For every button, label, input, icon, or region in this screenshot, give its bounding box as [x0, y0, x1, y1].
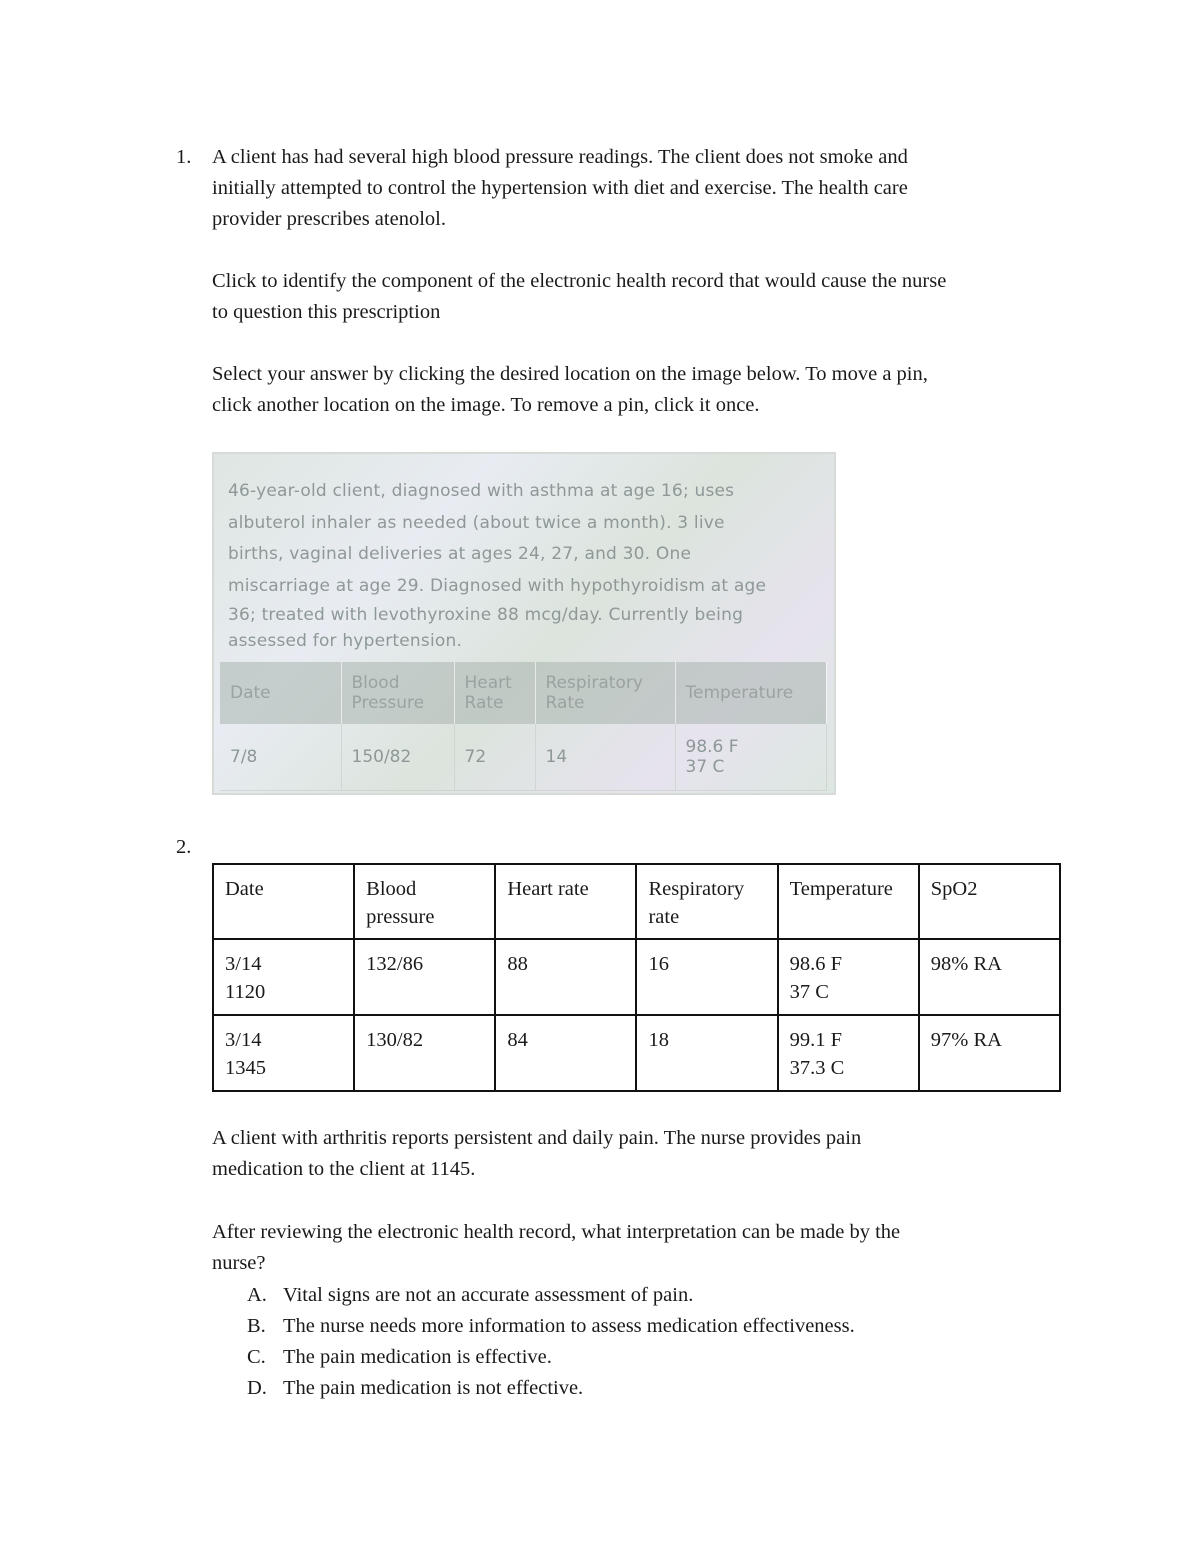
option-letter: C. [247, 1346, 266, 1368]
option-c[interactable] [247, 1342, 1067, 1373]
cell-date-time: 3/14 1345 [213, 1015, 354, 1091]
cell-temperature: 99.1 F 37.3 C [778, 1015, 919, 1091]
stem-line: initially attempted to control the hypertension with diet and exercise. The health care [212, 177, 908, 199]
ehr-header-blood-pressure[interactable]: Blood Pressure [341, 662, 454, 724]
cell-spo2: 98% RA [919, 939, 1060, 1015]
ehr-cell-heart-rate[interactable]: 72 [454, 724, 535, 790]
cell-blood-pressure: 130/82 [354, 1015, 495, 1091]
ehr-header-temperature[interactable]: Temperature [675, 662, 826, 724]
option-text: The nurse needs more information to assess medication effectiveness. [283, 1315, 855, 1337]
stem-line: medication to the client at 1145. [212, 1158, 476, 1180]
ehr-cell-respiratory-rate[interactable]: 14 [535, 724, 675, 790]
question-1-number: 1. [176, 146, 192, 168]
option-d[interactable] [247, 1373, 1067, 1404]
vital-signs-table [212, 863, 1061, 1092]
header-temperature: Temperature [778, 864, 919, 939]
cell-spo2: 97% RA [919, 1015, 1060, 1091]
ehr-data-row [220, 724, 826, 790]
option-letter: D. [247, 1377, 267, 1399]
instruction-line: Click to identify the component of the electronic health record that would cause the nurse [212, 270, 947, 292]
ehr-cell-date[interactable]: 7/8 [220, 724, 341, 790]
ehr-hotspot-image[interactable] [212, 452, 836, 795]
history-line[interactable]: miscarriage at age 29. Diagnosed with hypothyroidism at age [228, 575, 767, 596]
ehr-header-respiratory-rate[interactable]: Respiratory Rate [535, 662, 675, 724]
history-line[interactable]: assessed for hypertension. [228, 631, 463, 651]
prompt-line: nurse? [212, 1252, 266, 1274]
ehr-cell-temperature[interactable]: 98.6 F 37 C [675, 724, 826, 790]
question-2-prompt [212, 1217, 1082, 1279]
cell-heart-rate: 88 [495, 939, 636, 1015]
question-1-stem [212, 142, 1082, 235]
cell-temperature: 98.6 F 37 C [778, 939, 919, 1015]
option-text: The pain medication is not effective. [283, 1377, 584, 1399]
option-letter: A. [247, 1284, 267, 1306]
cell-respiratory-rate: 16 [636, 939, 777, 1015]
header-blood-pressure: Blood pressure [354, 864, 495, 939]
option-b[interactable] [247, 1311, 1067, 1342]
ehr-history-text[interactable] [228, 476, 824, 654]
question-2-stem [212, 1123, 1082, 1185]
table-header-row [213, 864, 1060, 939]
cell-respiratory-rate: 18 [636, 1015, 777, 1091]
stem-line: A client with arthritis reports persistent and daily pain. The nurse provides pain [212, 1127, 862, 1149]
prompt-line: After reviewing the electronic health record, what interpretation can be made by the [212, 1221, 901, 1243]
table-row [213, 1015, 1060, 1091]
stem-line: provider prescribes atenolol. [212, 208, 446, 230]
instruction-line: to question this prescription [212, 301, 441, 323]
ehr-header-date[interactable]: Date [220, 662, 341, 724]
option-text: Vital signs are not an accurate assessment of pain. [283, 1284, 694, 1306]
ehr-vitals-table [220, 662, 827, 791]
question-2-number: 2. [176, 836, 192, 858]
cell-date-time: 3/14 1120 [213, 939, 354, 1015]
header-date: Date [213, 864, 354, 939]
ehr-cell-blood-pressure[interactable]: 150/82 [341, 724, 454, 790]
header-spo2: SpO2 [919, 864, 1060, 939]
option-a[interactable] [247, 1280, 1067, 1311]
ehr-header-heart-rate[interactable]: Heart Rate [454, 662, 535, 724]
history-line[interactable]: 36; treated with levothyroxine 88 mcg/day. Currently being [228, 605, 744, 625]
ehr-header-row [220, 662, 826, 724]
cell-blood-pressure: 132/86 [354, 939, 495, 1015]
option-text: The pain medication is effective. [283, 1346, 552, 1368]
cell-heart-rate: 84 [495, 1015, 636, 1091]
answer-options [247, 1280, 1067, 1404]
header-respiratory-rate: Respiratory rate [636, 864, 777, 939]
history-line[interactable]: albuterol inhaler as needed (about twice a month). 3 live [228, 512, 725, 533]
history-line[interactable]: births, vaginal deliveries at ages 24, 27, and 30. One [228, 544, 692, 564]
stem-line: A client has had several high blood pressure readings. The client does not smoke and [212, 146, 908, 168]
question-1-instruction [212, 266, 1082, 328]
header-heart-rate: Heart rate [495, 864, 636, 939]
history-line[interactable]: 46-year-old client, diagnosed with asthma at age 16; uses [228, 481, 735, 501]
select-line: Select your answer by clicking the desired location on the image below. To move a pin, [212, 363, 928, 385]
table-row [213, 939, 1060, 1015]
option-letter: B. [247, 1315, 266, 1337]
select-line: click another location on the image. To remove a pin, click it once. [212, 394, 760, 416]
question-1-select-instruction [212, 359, 1082, 421]
